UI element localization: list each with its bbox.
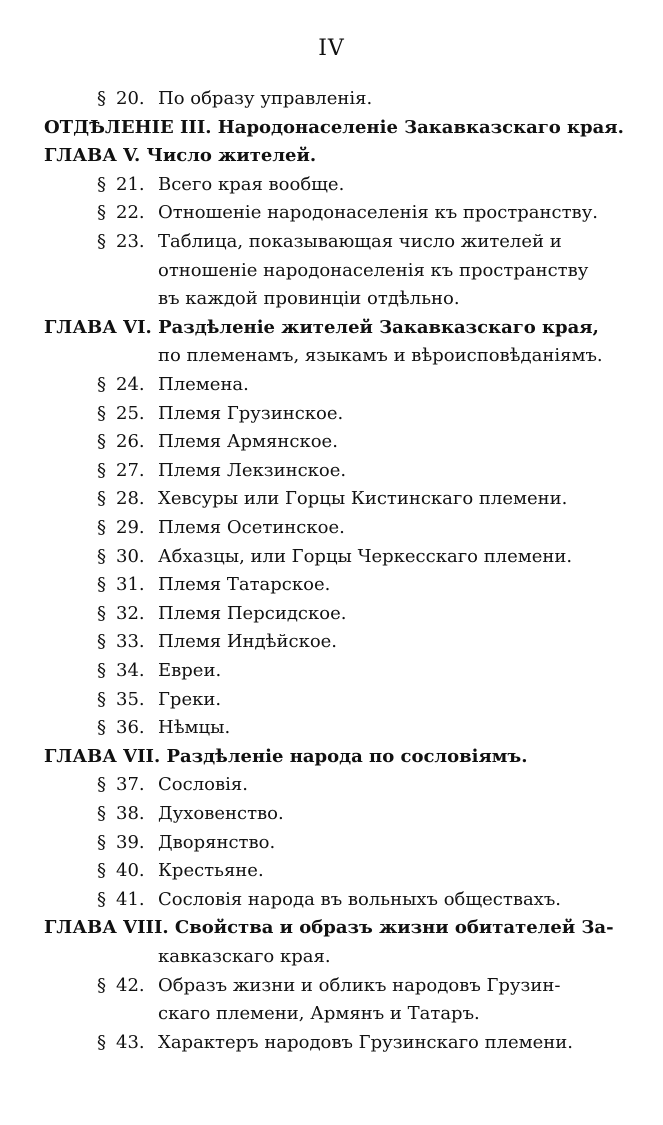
section-number: 29. xyxy=(116,517,145,538)
section-title: Духовенство. xyxy=(158,803,284,824)
section-title: Характеръ народовъ Грузинскаго племени. xyxy=(158,1031,574,1053)
section-title: Сословія народа въ вольныхъ обществахъ. xyxy=(158,888,562,910)
toc-entry xyxy=(92,688,221,712)
section-title: Племя Персидское. xyxy=(158,602,347,624)
section-number: 35. xyxy=(116,688,145,710)
toc-entry xyxy=(92,201,598,225)
section-sign: § xyxy=(97,774,106,796)
section-sign: § xyxy=(97,602,106,624)
toc-continuation: отношеніе народонаселенія къ пространству xyxy=(158,259,589,281)
section-sign: § xyxy=(97,88,106,109)
section-number: 28. xyxy=(116,488,145,510)
section-sign: § xyxy=(97,1031,106,1053)
toc-heading: ГЛАВА VIII. Свойства и образъ жизни обитателей За- xyxy=(44,917,614,939)
section-title: Таблица, показывающая число жителей и xyxy=(158,231,562,252)
section-title: Хевсуры или Горцы Кистинскаго племени. xyxy=(158,488,568,510)
toc-heading: ГЛАВА VI. Раздѣленіе жителей Закавказскаго края, xyxy=(44,316,599,338)
section-sign: § xyxy=(97,545,106,567)
toc-heading: ГЛАВА V. Число жителей. xyxy=(44,145,317,167)
toc-entry xyxy=(92,773,248,797)
section-title: Племя Осетинское. xyxy=(158,517,345,538)
section-number: 21. xyxy=(116,173,145,195)
toc-continuation: въ каждой провинціи отдѣльно. xyxy=(158,288,460,310)
section-sign: § xyxy=(97,860,106,882)
toc-entry xyxy=(92,459,346,483)
section-sign: § xyxy=(97,574,106,596)
section-sign: § xyxy=(97,402,106,424)
section-number: 23. xyxy=(116,231,145,252)
section-title: Образъ жизни и обликъ народовъ Грузин- xyxy=(158,974,561,996)
section-number: 34. xyxy=(116,660,145,681)
toc-heading: ОТДѢЛЕНІЕ III. Народонаселеніе Закавказскаго края. xyxy=(44,116,624,138)
section-number: 20. xyxy=(116,88,145,109)
toc-continuation: по племенамъ, языкамъ и вѣроисповѣданіямъ. xyxy=(158,345,603,367)
toc-entry xyxy=(92,487,567,511)
section-number: 43. xyxy=(116,1031,145,1053)
toc-entry xyxy=(92,859,264,883)
section-title: По образу управленія. xyxy=(158,88,373,109)
section-number: 30. xyxy=(116,545,145,567)
section-sign: § xyxy=(97,688,106,710)
toc-entry xyxy=(92,630,337,654)
section-title: Сословія. xyxy=(158,774,248,796)
section-sign: § xyxy=(97,660,106,681)
section-sign: § xyxy=(97,803,106,824)
section-number: 36. xyxy=(116,717,145,739)
section-sign: § xyxy=(97,431,106,453)
section-sign: § xyxy=(97,231,106,252)
section-title: Племя Армянское. xyxy=(158,431,338,453)
section-number: 24. xyxy=(116,374,145,395)
toc-entry xyxy=(92,373,249,397)
section-number: 27. xyxy=(116,459,145,481)
toc-entry xyxy=(92,716,230,740)
section-number: 26. xyxy=(116,431,145,453)
section-title: Племя Индѣйское. xyxy=(158,631,338,653)
section-title: Дворянство. xyxy=(158,831,276,853)
section-sign: § xyxy=(97,631,106,653)
toc-entry xyxy=(92,87,372,111)
section-title: Отношеніе народонаселенія къ пространству. xyxy=(158,202,599,224)
toc-entry xyxy=(92,1031,573,1055)
toc-entry xyxy=(92,230,562,254)
section-title: Племена. xyxy=(158,374,249,395)
section-sign: § xyxy=(97,202,106,224)
section-title: Крестьяне. xyxy=(158,860,264,882)
section-sign: § xyxy=(97,888,106,910)
section-title: Абхазцы, или Горцы Черкесскаго племени. xyxy=(158,545,573,567)
section-number: 38. xyxy=(116,803,145,824)
section-number: 37. xyxy=(116,774,145,796)
toc-entry xyxy=(92,516,345,540)
section-number: 22. xyxy=(116,202,145,224)
section-number: 42. xyxy=(116,974,145,996)
section-title: Евреи. xyxy=(158,660,222,681)
page-number: IV xyxy=(318,36,345,61)
section-number: 39. xyxy=(116,831,145,853)
toc-entry xyxy=(92,173,344,197)
toc-entry xyxy=(92,402,343,426)
section-title: Племя Лекзинское. xyxy=(158,459,347,481)
section-title: Нѣмцы. xyxy=(158,717,231,739)
toc-entry xyxy=(92,430,338,454)
toc-entry xyxy=(92,888,561,912)
toc-entry xyxy=(92,831,275,855)
section-sign: § xyxy=(97,173,106,195)
toc-entry xyxy=(92,545,572,569)
section-number: 41. xyxy=(116,888,145,910)
toc-heading: ГЛАВА VII. Раздѣленіе народа по сословіямъ. xyxy=(44,745,528,767)
section-title: Племя Грузинское. xyxy=(158,402,344,424)
section-number: 32. xyxy=(116,602,145,624)
toc-entry xyxy=(92,573,330,597)
toc-entry xyxy=(92,802,284,826)
section-title: Племя Татарское. xyxy=(158,574,331,596)
toc-entry xyxy=(92,602,346,626)
section-number: 25. xyxy=(116,402,145,424)
section-title: Всего края вообще. xyxy=(158,173,345,195)
toc-continuation: кавказскаго края. xyxy=(158,946,331,967)
toc-entry xyxy=(92,974,560,998)
section-sign: § xyxy=(97,459,106,481)
toc-entry xyxy=(92,659,221,683)
section-sign: § xyxy=(97,488,106,510)
section-title: Греки. xyxy=(158,688,222,710)
section-sign: § xyxy=(97,517,106,538)
section-sign: § xyxy=(97,374,106,395)
section-sign: § xyxy=(97,717,106,739)
section-number: 31. xyxy=(116,574,145,596)
section-number: 33. xyxy=(116,631,145,653)
toc-continuation: скаго племени, Армянъ и Татаръ. xyxy=(158,1003,480,1025)
section-number: 40. xyxy=(116,860,145,882)
section-sign: § xyxy=(97,831,106,853)
section-sign: § xyxy=(97,974,106,996)
